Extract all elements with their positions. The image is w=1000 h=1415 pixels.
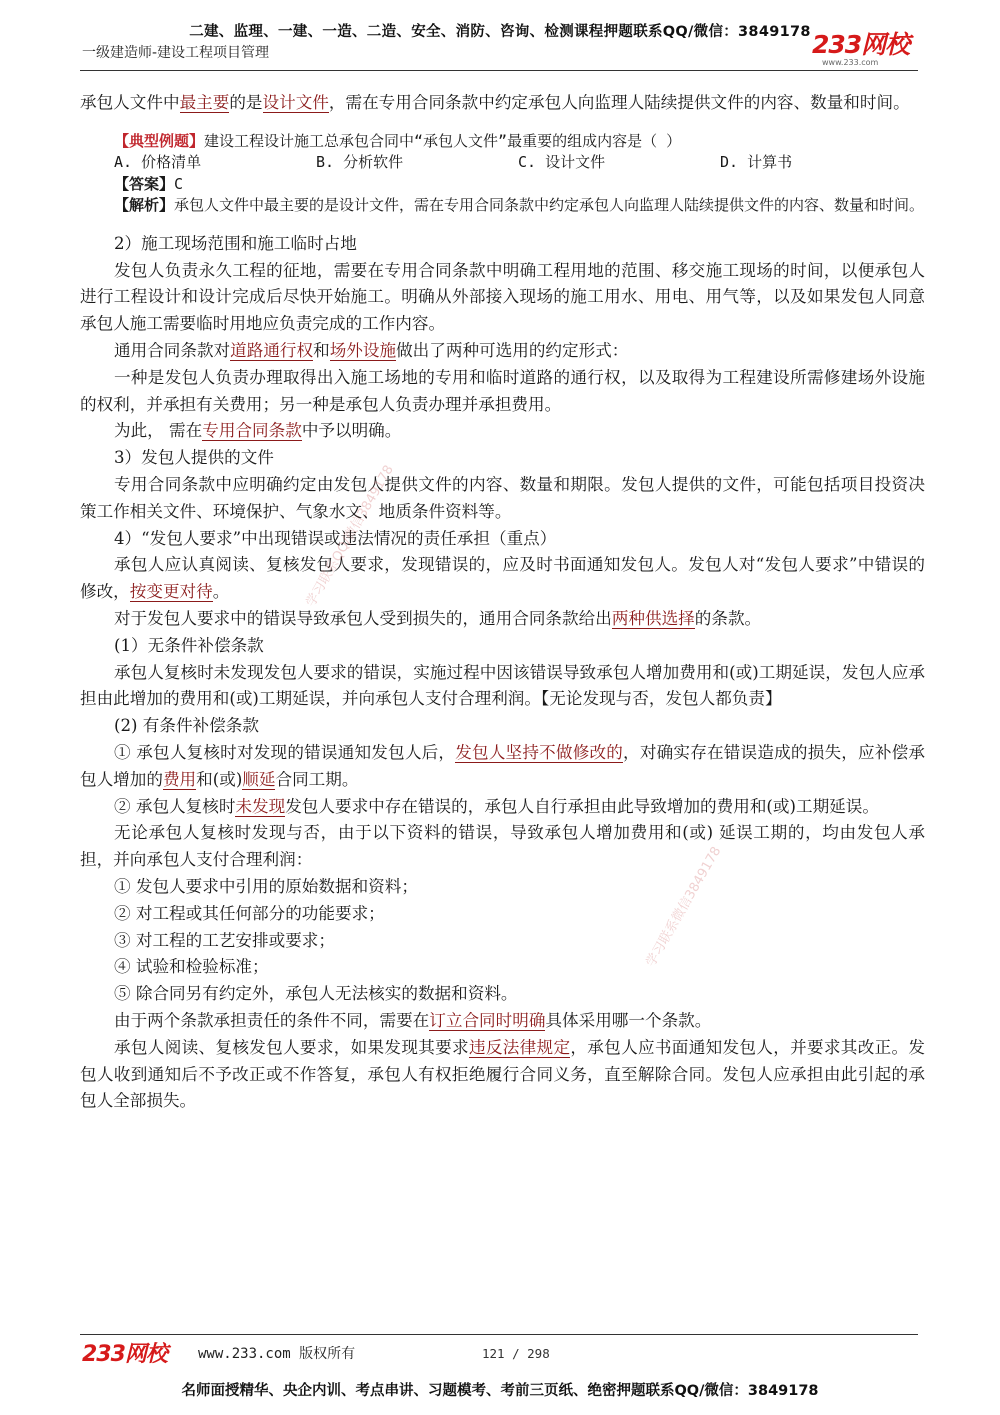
option-b: B. 分析软件 (316, 153, 404, 172)
footer-copyright: www.233.com 版权所有 (198, 1346, 356, 1362)
page-content (80, 90, 925, 1115)
document-subtitle: 一级建造师-建设工程项目管理 (82, 45, 270, 61)
list-item: ② 对工程或其任何部分的功能要求； (114, 903, 385, 923)
example-options (80, 152, 925, 174)
section-3-title: 3）发包人提供的文件 (114, 448, 274, 468)
page-number: 121 / 298 (482, 1346, 550, 1361)
section-4-paragraph-2: 对于发包人要求中的错误导致承包人受到损失的，通用合同条款给出两种供选择的条款。 (114, 608, 762, 628)
footer-divider (80, 1334, 918, 1335)
list-item: ③ 对工程的工艺安排或要求； (114, 930, 335, 950)
section-2-title: 2）施工现场范围和施工临时占地 (114, 233, 357, 253)
section-2-paragraph-3: 一种是发包人负责办理取得出入施工场地的专用和临时道路的通行权，以及取得为工程建设所需修建场外设施的权利，并承担有关费用；另一种是承包人负责办理并承担费用。 (80, 367, 925, 414)
option-d: D. 计算书 (720, 153, 793, 172)
list-item: ④ 试验和检验标准； (114, 957, 269, 977)
section-3-paragraph: 专用合同条款中应明确约定由发包人提供文件的内容、数量和期限。发包人提供的文件，可能包括项目投资决策工作相关文件、环境保护、气象水文、地质条件资料等。 (80, 474, 925, 521)
clause-1-paragraph: 承包人复核时未发现发包人要求的错误，实施过程中因该错误导致承包人增加费用和(或)工期延误，发包人应承担由此增加的费用和(或)工期延误，并向承包人支付合理利润。【无论发现与否，发包人都负责】 (80, 662, 925, 709)
option-a: A. 价格清单 (114, 153, 202, 172)
logo-url: www.233.com (822, 58, 879, 67)
clause-1-title: (1）无条件补偿条款 (114, 635, 264, 655)
option-c: C. 设计文件 (518, 153, 606, 172)
footer-ad: 名师面授精华、央企内训、考点串讲、习题模考、考前三页纸、绝密押题联系QQ/微信：3849178 (181, 1383, 819, 1399)
intro-paragraph: 承包人文件中最主要的是设计文件，需在专用合同条款中约定承包人向监理人陆续提供文件的内容、数量和时间。 (80, 93, 910, 112)
section-4-paragraph-1: 承包人应认真阅读、复核发包人要求，发现错误的，应及时书面通知发包人。发包人对“发包人要求”中错误的修改，按变更对待。 (80, 555, 925, 602)
footer-logo: 233网校 (82, 1342, 167, 1367)
section-2-paragraph-2: 通用合同条款对道路通行权和场外设施做出了两种可选用的约定形式： (114, 340, 629, 360)
section-4-title: 4）“发包人要求”中出现错误或违法情况的责任承担（重点） (114, 528, 557, 548)
clause-2-title: (2) 有条件补偿条款 (114, 716, 259, 736)
example-answer: 【答案】C (114, 174, 184, 193)
section-2-paragraph-1: 发包人负责永久工程的征地，需要在专用合同条款中明确工程用地的范围、移交施工现场的时间，以便承包人进行工程设计和设计完成后尽快开始施工。明确从外部接入现场的施工用水、用电、用气等，以及如果发包人同意承包人施工需要临时用地应负责完成的工作内容。 (80, 260, 925, 334)
header-divider (80, 70, 918, 71)
example-analysis: 【解析】承包人文件中最主要的是设计文件，需在专用合同条款中约定承包人向监理人陆续提供文件的内容、数量和时间。 (114, 196, 925, 215)
section-2-paragraph-4: 为此， 需在专用合同条款中予以明确。 (114, 421, 402, 441)
list-item: ① 发包人要求中引用的原始数据和资料； (114, 876, 418, 896)
paragraph-illegal: 承包人阅读、复核发包人要求，如果发现其要求违反法律规定，承包人应书面通知发包人，并要求其改正。发包人收到通知后不予改正或不作答复，承包人有权拒绝履行合同义务，直至解除合同。发包人应承担由此引起的承包人全部损失。 (80, 1037, 926, 1111)
header-ad: 二建、监理、一建、一造、二造、安全、消防、咨询、检测课程押题联系QQ/微信：3849178 (189, 24, 811, 40)
watermark-2: 学习联系微信3849178 (643, 844, 725, 970)
watermark-1: 学习联系QQ/微信3849178 (303, 462, 397, 610)
clause-2-item-2: ② 承包人复核时未发现发包人要求中存在错误的，承包人自行承担由此导致增加的费用和(或)工期延误。 (114, 796, 879, 816)
logo-text: 233网校 (812, 30, 910, 59)
paragraph-any-case: 无论承包人复核时发现与否，由于以下资料的错误，导致承包人增加费用和(或) 延误工期的，均由发包人承担，并向承包人支付合理利润： (80, 823, 925, 870)
example-question: 【典型例题】建设工程设计施工总承包合同中“承包人文件”最重要的组成内容是（ ） (114, 131, 682, 150)
paragraph-two-clauses: 由于两个条款承担责任的条件不同，需要在订立合同时明确具体采用哪一个条款。 (114, 1010, 712, 1030)
brand-logo (812, 32, 922, 66)
clause-2-item-1: ① 承包人复核时对发现的错误通知发包人后，发包人坚持不做修改的，对确实存在错误造成的损失，应补偿承包人增加的费用和(或)顺延合同工期。 (80, 742, 925, 789)
list-item: ⑤ 除合同另有约定外，承包人无法核实的数据和资料。 (114, 984, 518, 1004)
